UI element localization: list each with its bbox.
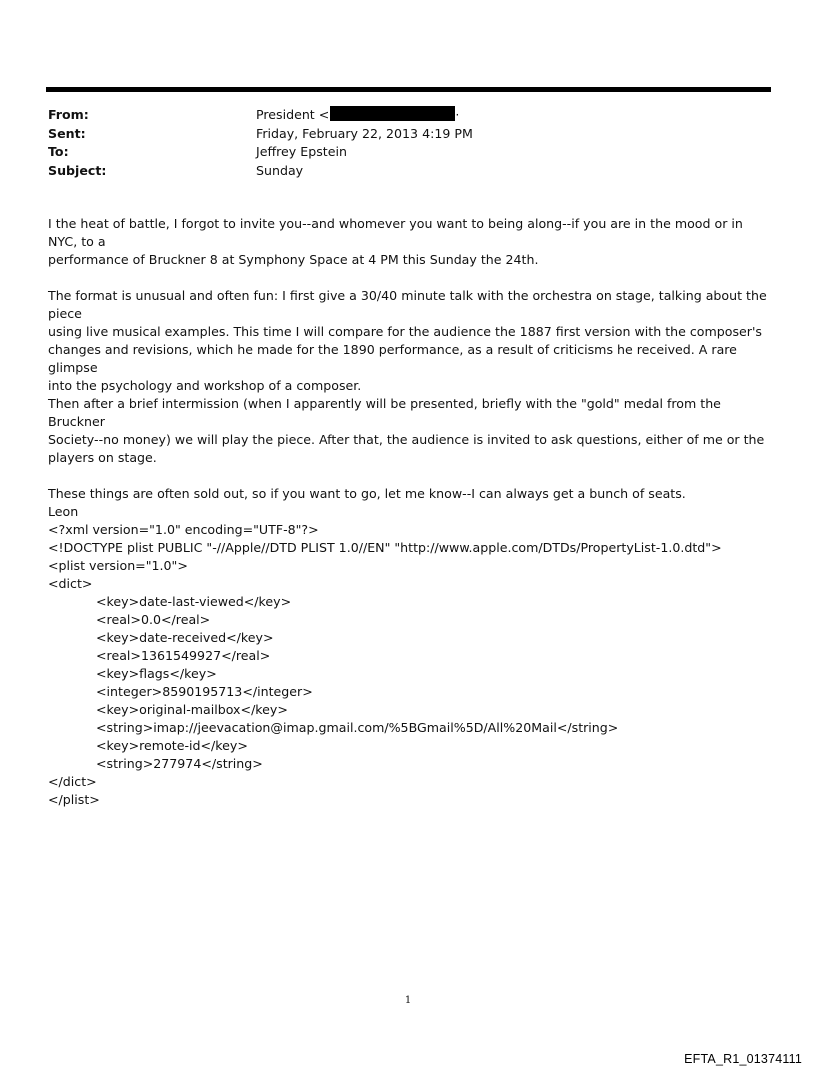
subject-row — [48, 162, 768, 181]
email-body — [48, 215, 773, 809]
plist-line: </plist> — [48, 792, 100, 807]
from-label: From: — [48, 107, 89, 122]
to-row — [48, 143, 768, 162]
to-value: Jeffrey Epstein — [256, 144, 347, 159]
redaction-block — [330, 106, 455, 121]
email-header — [48, 106, 768, 180]
body-line: into the psychology and workshop of a composer. — [48, 378, 362, 393]
body-line: performance of Bruckner 8 at Symphony Space at 4 PM this Sunday the 24th. — [48, 252, 539, 267]
header-divider — [46, 87, 771, 92]
body-line: changes and revisions, which he made for the 1890 performance, as a result of criticisms he received. A rare glimpse — [48, 342, 737, 375]
body-line: using live musical examples. This time I will compare for the audience the 1887 first version with the composer's — [48, 324, 762, 339]
plist-entry: <real>0.0</real> — [96, 612, 211, 627]
plist-entry: <key>date-received</key> — [96, 630, 274, 645]
plist-line: <!DOCTYPE plist PUBLIC "-//Apple//DTD PLIST 1.0//EN" "http://www.apple.com/DTDs/PropertyList-1.0.dtd"> — [48, 540, 722, 555]
plist-entry: <string>277974</string> — [96, 756, 263, 771]
sent-row — [48, 125, 768, 144]
body-line: I the heat of battle, I forgot to invite you--and whomever you want to being along--if you are in the mood or in NYC, to a — [48, 216, 743, 249]
sent-value: Friday, February 22, 2013 4:19 PM — [256, 125, 473, 141]
subject-label: Subject: — [48, 162, 107, 178]
body-line: These things are often sold out, so if you want to go, let me know--I can always get a bunch of seats. — [48, 486, 686, 501]
sent-label: Sent: — [48, 125, 86, 141]
plist-entry: <real>1361549927</real> — [96, 648, 271, 663]
to-label: To: — [48, 144, 69, 159]
from-value — [256, 106, 459, 125]
signature: Leon — [48, 504, 79, 519]
subject-value: Sunday — [256, 162, 304, 178]
redaction-tail: · — [455, 107, 460, 122]
plist-entry: <key>flags</key> — [96, 666, 217, 681]
plist-line: <dict> — [48, 576, 93, 591]
plist-entry: <key>original-mailbox</key> — [96, 702, 288, 717]
plist-entry: <key>remote-id</key> — [96, 738, 248, 753]
page-number: 1 — [404, 995, 412, 1006]
body-line: The format is unusual and often fun: I first give a 30/40 minute talk with the orchestra on stage, talking about the piece — [48, 288, 767, 321]
body-line: players on stage. — [48, 450, 157, 465]
plist-entry: <key>date-last-viewed</key> — [96, 594, 292, 609]
from-row — [48, 106, 768, 125]
plist-line: <plist version="1.0"> — [48, 558, 188, 573]
plist-entry: <string>imap://jeevacation@imap.gmail.com/%5BGmail%5D/All%20Mail</string> — [96, 720, 619, 735]
from-name: President < — [256, 107, 330, 122]
plist-line: </dict> — [48, 774, 97, 789]
plist-entry: <integer>8590195713</integer> — [96, 684, 313, 699]
document-id: EFTA_R1_01374111 — [684, 1052, 802, 1066]
body-line: Society--no money) we will play the piece. After that, the audience is invited to ask questions, either of me or the — [48, 432, 765, 447]
body-line: Then after a brief intermission (when I apparently will be presented, briefly with the "gold" medal from the Bruckner — [48, 396, 721, 429]
plist-line: <?xml version="1.0" encoding="UTF-8"?> — [48, 522, 319, 537]
